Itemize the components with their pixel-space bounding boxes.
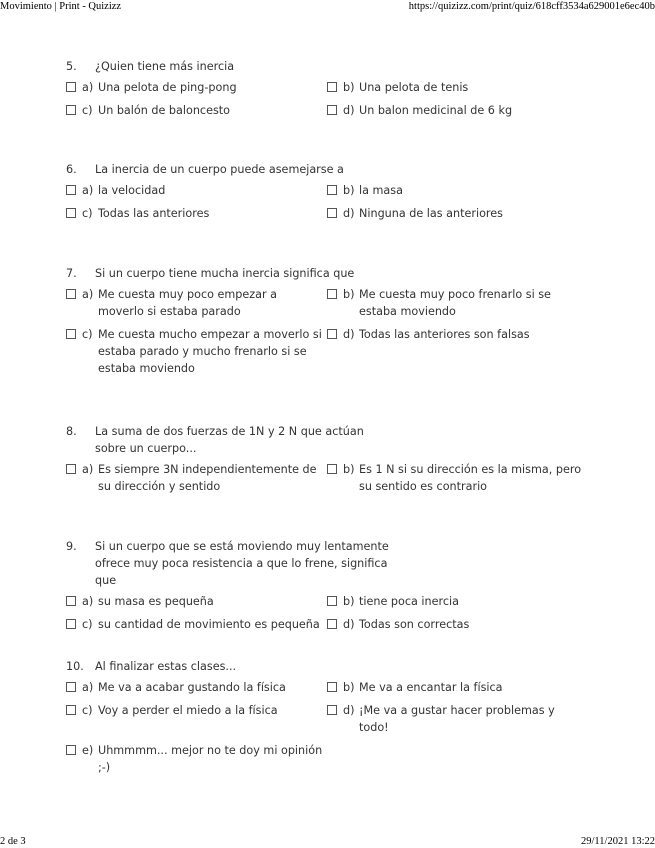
question-block [66,265,606,383]
option-text: Me cuesta muy poco empezar a moverlo si estaba parado [98,288,278,318]
answer-option[interactable] [66,182,327,199]
checkbox-icon[interactable] [327,596,337,606]
option-letter: b) [343,81,355,94]
question-text: Al finalizar estas clases... [95,660,237,673]
question-header [66,423,606,457]
option-letter: c) [82,104,93,117]
question-block [66,58,606,125]
print-header-url: https://quizizz.com/print/quiz/618cff3534a629001e6ec40b [408,1,655,12]
question-number: 9. [66,540,77,553]
checkbox-icon[interactable] [66,596,76,606]
checkbox-icon[interactable] [66,82,76,92]
option-letter: a) [82,463,94,476]
option-letter: a) [82,595,94,608]
print-header-title: Movimiento | Print - Quizizz [0,1,122,12]
option-text: Me va a encantar la física [359,681,503,694]
checkbox-icon[interactable] [66,185,76,195]
option-text: Un balón de baloncesto [98,104,231,117]
option-letter: d) [343,207,355,220]
question-text: La suma de dos fuerzas de 1N y 2 N que actúan sobre un cuerpo... [95,425,364,455]
page-number: 2 de 3 [0,836,26,847]
answer-option[interactable] [66,702,327,736]
question-block [66,423,606,501]
checkbox-icon[interactable] [327,185,337,195]
option-text: su cantidad de movimiento es pequeña [98,618,320,631]
question-text: La inercia de un cuerpo puede asemejarse a [95,163,344,176]
answer-option[interactable] [66,742,327,776]
answer-option[interactable] [66,102,327,119]
checkbox-icon[interactable] [66,619,76,629]
question-number: 6. [66,163,77,176]
question-text: Si un cuerpo que se está moviendo muy lentamente ofrece muy poca resistencia a que lo frene, significa que [95,540,389,587]
option-text: Ninguna de las anteriores [359,207,503,220]
question-number: 10. [66,660,84,673]
option-letter: b) [343,288,355,301]
option-text: Me va a acabar gustando la física [98,681,286,694]
answer-option[interactable] [66,326,327,377]
option-text: la velocidad [98,184,166,197]
question-number: 8. [66,425,77,438]
print-date: 29/11/2021 13:22 [581,836,655,847]
question-header [66,161,606,178]
option-text: tiene poca inercia [359,595,459,608]
answer-option[interactable] [327,702,588,736]
question-block [66,658,606,782]
answer-option[interactable] [66,679,327,696]
option-letter: b) [343,595,355,608]
option-text: Una pelota de ping-pong [98,81,237,94]
checkbox-icon[interactable] [327,619,337,629]
checkbox-icon[interactable] [327,105,337,115]
answer-options [66,679,606,782]
option-text: Uhmmmm... mejor no te doy mi opinión ;-) [98,744,323,774]
checkbox-icon[interactable] [327,682,337,692]
option-letter: d) [343,328,355,341]
answer-option[interactable] [66,286,327,320]
answer-option[interactable] [66,79,327,96]
option-text: la masa [359,184,403,197]
option-text: Una pelota de tenis [359,81,469,94]
checkbox-icon[interactable] [327,705,337,715]
option-letter: c) [82,704,93,717]
question-text: Si un cuerpo tiene mucha inercia significa que [95,267,355,280]
option-text: Me cuesta mucho empezar a moverlo si estaba parado y mucho frenarlo si se estaba moviendo [98,328,322,375]
checkbox-icon[interactable] [327,289,337,299]
answer-option[interactable] [327,679,588,696]
checkbox-icon[interactable] [327,464,337,474]
option-text: Es 1 N si su dirección es la misma, pero su sentido es contrario [359,463,582,493]
option-text: Voy a perder el miedo a la física [98,704,278,717]
option-letter: b) [343,184,355,197]
answer-options [66,182,606,228]
answer-option[interactable] [327,326,588,377]
answer-option[interactable] [327,286,588,320]
question-header [66,58,606,75]
answer-options [66,286,606,383]
question-block [66,161,606,228]
option-text: su masa es pequeña [98,595,214,608]
question-header [66,538,606,589]
option-text: Todas las anteriores son falsas [359,328,530,341]
checkbox-icon[interactable] [66,289,76,299]
checkbox-icon[interactable] [66,105,76,115]
answer-option[interactable] [66,616,327,633]
answer-option[interactable] [66,205,327,222]
option-letter: e) [82,744,94,757]
checkbox-icon[interactable] [327,82,337,92]
checkbox-icon[interactable] [327,208,337,218]
checkbox-icon[interactable] [66,745,76,755]
option-letter: a) [82,681,94,694]
answer-options [66,461,606,501]
option-text: Es siempre 3N independientemente de su dirección y sentido [98,463,317,493]
answer-option[interactable] [66,461,327,495]
answer-options [66,79,606,125]
option-text: Un balon medicinal de 6 kg [359,104,513,117]
question-header [66,265,606,282]
answer-options [66,593,606,639]
option-letter: c) [82,207,93,220]
checkbox-icon[interactable] [66,329,76,339]
option-text: ¡Me va a gustar hacer problemas y todo! [359,704,555,734]
option-letter: d) [343,618,355,631]
question-text: ¿Quien tiene más inercia [95,60,235,73]
option-letter: a) [82,184,94,197]
option-text: Me cuesta muy poco frenarlo si se estaba moviendo [359,288,551,318]
question-header [66,658,606,675]
answer-option[interactable] [327,593,588,610]
answer-option[interactable] [327,205,588,222]
option-letter: a) [82,288,94,301]
option-letter: b) [343,681,355,694]
question-number: 5. [66,60,77,73]
option-letter: a) [82,81,94,94]
checkbox-icon[interactable] [66,464,76,474]
answer-option[interactable] [327,461,588,495]
answer-option[interactable] [327,616,588,633]
checkbox-icon[interactable] [66,705,76,715]
answer-option[interactable] [327,79,588,96]
option-text: Todas son correctas [359,618,470,631]
option-letter: c) [82,618,93,631]
checkbox-icon[interactable] [327,329,337,339]
option-letter: c) [82,328,93,341]
checkbox-icon[interactable] [66,208,76,218]
option-letter: d) [343,704,355,717]
option-letter: d) [343,104,355,117]
answer-option[interactable] [66,593,327,610]
answer-option[interactable] [327,182,588,199]
checkbox-icon[interactable] [66,682,76,692]
option-text: Todas las anteriores [98,207,210,220]
question-number: 7. [66,267,77,280]
answer-option[interactable] [327,102,588,119]
question-block [66,538,606,639]
option-letter: b) [343,463,355,476]
